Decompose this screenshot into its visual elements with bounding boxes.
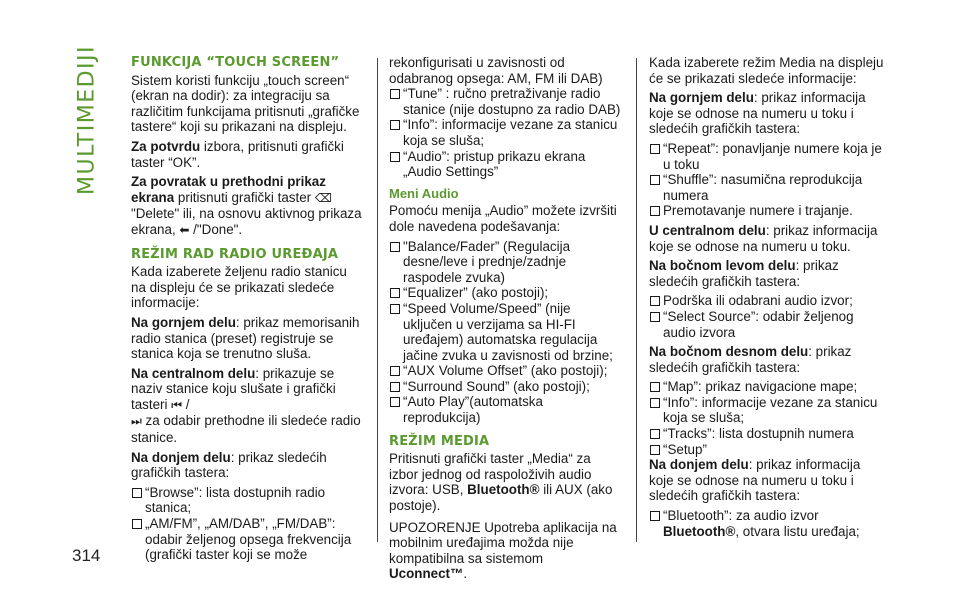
list-item: “Surround Sound” (ako postoji);	[389, 379, 621, 395]
paragraph: Za potvrdu izbora, pritisnuti grafički taster “OK”.	[131, 138, 344, 170]
checkbox-bullet-icon	[650, 398, 660, 408]
back-arrow-icon: ⬅	[179, 222, 190, 237]
column-1	[131, 55, 363, 563]
checkbox-bullet-icon	[390, 242, 400, 252]
checkbox-bullet-icon	[132, 519, 142, 529]
list-item: “Auto Play”(automatska reprodukcija)	[389, 394, 621, 425]
list-item: “Browse”: lista dostupnih radio stanica;	[131, 485, 363, 516]
paragraph: Za povratak u prethodni prikaz ekrana pritisnuti grafički taster ⌫ "Delete" ili, na osnovu aktivnog prikaza ekrana, ⬅ /"Done".	[131, 174, 362, 237]
column-3	[649, 55, 885, 539]
paragraph: Kada izaberete željenu radio stanicu na displeju će se prikazati sledeće informacije:	[131, 264, 347, 311]
checkbox-bullet-icon	[390, 120, 400, 130]
heading-touch-screen: FUNKCIJA “TOUCH SCREEN”	[131, 55, 340, 70]
paragraph: Sistem koristi funkciju „touch screen“ (ekran na dodir): za integraciju sa različitim funkcijama pritisnuti „grafičke tastere“ koji su prikazani na displeju.	[131, 72, 360, 135]
heading-radio-mode: REŽIM RAD RADIO UREĐAJA	[131, 246, 339, 262]
checkbox-bullet-icon	[650, 382, 660, 392]
checkbox-bullet-icon	[650, 429, 660, 439]
list-item: “Audio”: pristup prikazu ekrana „Audio Settings”	[389, 149, 621, 180]
list-item: “Bluetooth”: za audio izvor Bluetooth®, otvara listu uređaja;	[649, 508, 885, 539]
paragraph: Na centralnom delu: prikazuje se naziv stanice koju slušate i grafički tasteri ⏮ / ⏭ za odabir prethodne ili sledeće radio stanice.	[131, 365, 361, 446]
checkbox-bullet-icon	[650, 511, 660, 521]
checkbox-bullet-icon	[650, 144, 660, 154]
column-divider	[636, 58, 637, 542]
checkbox-bullet-icon	[132, 488, 142, 498]
subheading-audio-menu: Meni Audio	[389, 185, 459, 201]
heading-media-mode: REŽIM MEDIA	[389, 433, 490, 449]
checkbox-bullet-icon	[390, 89, 400, 99]
list-item: "Balance/Fader” (Regulacija desne/leve i prednje/zadnje raspodele zvuka)	[389, 239, 621, 286]
section-title: MULTIMEDIJI	[74, 44, 100, 195]
paragraph: U centralnom delu: prikaz informacija koje se odnose na numeru u toku.	[649, 222, 878, 254]
paragraph: rekonfigurisati u zavisnosti od odabranog opsega: AM, FM ili DAB)	[389, 55, 603, 86]
paragraph: Na donjem delu: prikaz informacija koje se odnose na numeru u toku i sledećih grafičkih tastera:	[649, 457, 861, 504]
list-item: “Repeat”: ponavljanje numere koja je u toku	[649, 141, 885, 172]
previous-icon: ⏮	[171, 397, 182, 412]
list-item: “Equalizer” (ako postoji);	[389, 285, 621, 301]
checkbox-bullet-icon	[650, 206, 660, 216]
checkbox-bullet-icon	[390, 152, 400, 162]
checkbox-bullet-icon	[390, 288, 400, 298]
checkbox-bullet-icon	[650, 175, 660, 185]
checkbox-bullet-icon	[390, 304, 400, 314]
list-item: “Speed Volume/Speed” (nije uključen u verzijama sa HI-FI uređajem) automatska regulacija jačine zvuka u zavisnosti od brzine;	[389, 301, 621, 363]
paragraph: Na bočnom levom delu: prikaz sledećih grafičkih tastera:	[649, 258, 839, 289]
checkbox-bullet-icon	[650, 445, 660, 455]
checkbox-bullet-icon	[390, 366, 400, 376]
section-sidebar	[66, 44, 108, 195]
checkbox-bullet-icon	[650, 312, 660, 322]
checkbox-bullet-icon	[390, 382, 400, 392]
column-2	[389, 55, 621, 586]
list-item: “Shuffle”: nasumična reprodukcija numera	[649, 172, 885, 203]
paragraph: Na donjem delu: prikaz sledećih grafičkih tastera:	[131, 449, 327, 481]
column-divider	[377, 58, 378, 542]
checkbox-bullet-icon	[650, 296, 660, 306]
list-item: “Tracks”: lista dostupnih numera	[649, 426, 885, 442]
delete-icon: ⌫	[314, 190, 332, 205]
list-item: Podrška ili odabrani audio izvor;	[649, 293, 885, 309]
checkbox-bullet-icon	[390, 397, 400, 407]
paragraph: Pomoću menija „Audio” možete izvršiti dole navedena podešavanja:	[389, 203, 617, 234]
list-item: Premotavanje numere i trajanje.	[649, 203, 885, 219]
list-item: “Info”: informacije vezane za stanicu koja se sluša;	[389, 117, 621, 148]
page-number: 314	[72, 546, 101, 565]
list-item: “Tune” : ručno pretraživanje radio stanice (nije dostupno za radio DAB)	[389, 86, 621, 117]
paragraph: Pritisnuti grafički taster „Media“ za izbor jednog od raspoloživih audio izvora: USB, Bluetooth® ili AUX (ako postoje).	[389, 451, 613, 514]
paragraph: UPOZORENJE Upotreba aplikacija na mobilnim uređajima možda nije kompatibilna sa sistemom Uconnect™.	[389, 519, 617, 582]
paragraph: Na gornjem delu: prikaz memorisanih radio stanica (preset) registruje se stanica koja se trenutno sluša.	[131, 314, 360, 362]
list-item: “Setup”	[649, 442, 885, 458]
list-item: “Select Source”: odabir željenog audio izvora	[649, 309, 885, 340]
paragraph: Na bočnom desnom delu: prikaz sledećih grafičkih tastera:	[649, 344, 852, 375]
list-item: “Info”: informacije vezane za stanicu koja se sluša;	[649, 395, 885, 426]
paragraph: Na gornjem delu: prikaz informacija koje se odnose na numeru u toku i sledećih grafičkih tastera:	[649, 90, 866, 137]
list-item: “Map”: prikaz navigacione mape;	[649, 379, 885, 395]
list-item: “AUX Volume Offset” (ako postoji);	[389, 363, 621, 379]
list-item: „AM/FM”, „AM/DAB”, „FM/DAB”: odabir željenog opsega frekvencija (grafički taster koji se može	[131, 516, 363, 563]
next-icon: ⏭	[131, 414, 142, 429]
paragraph: Kada izaberete režim Media na displeju će se prikazati sledeće informacije:	[649, 55, 884, 86]
